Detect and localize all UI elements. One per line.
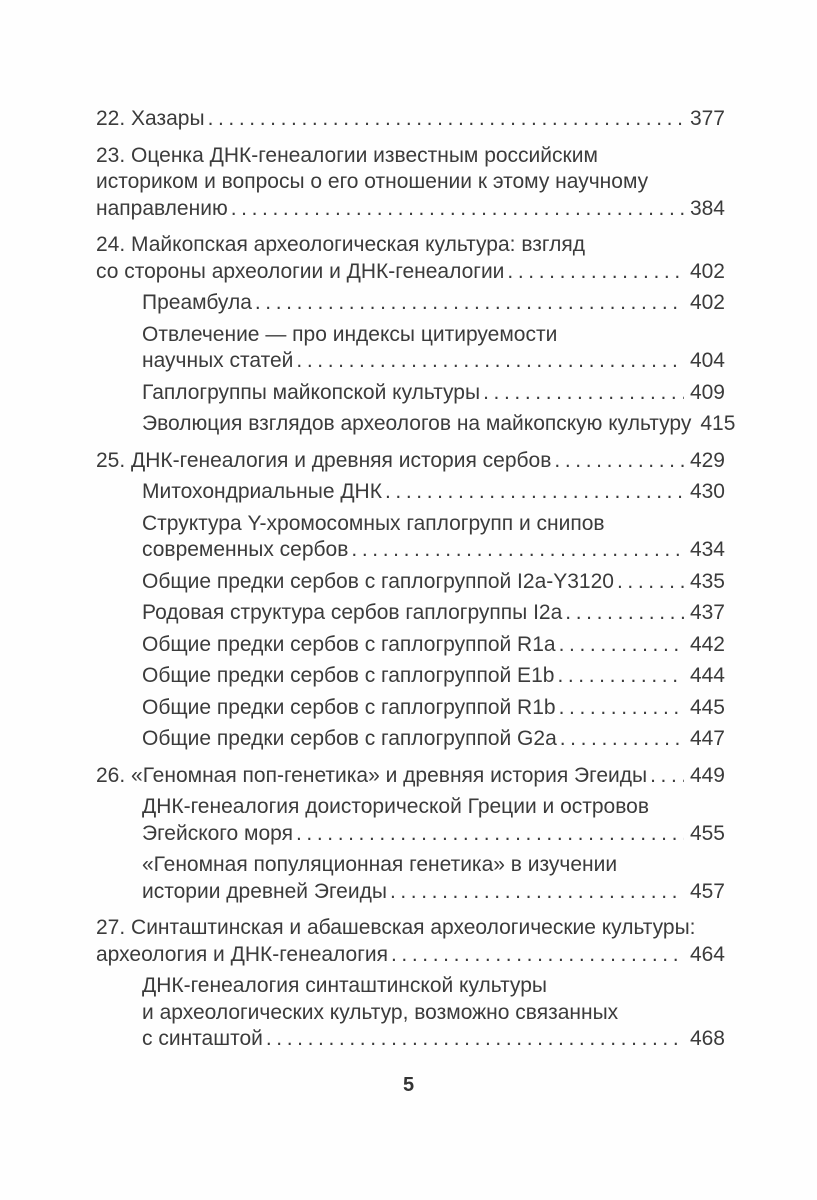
toc-page-ref: 434 — [689, 538, 725, 561]
toc-entry-last-line — [142, 821, 725, 848]
toc-page-ref: 415 — [700, 412, 736, 435]
toc-page-ref: 409 — [689, 380, 725, 404]
dot-leader — [266, 1026, 684, 1053]
toc-page-ref: 430 — [689, 480, 725, 503]
toc-sub-entry — [96, 600, 725, 627]
toc-page-ref: 468 — [689, 1027, 725, 1050]
toc-entry-last-line — [96, 448, 725, 475]
toc-entry-title: 25. ДНК-генеалогия и древняя история сербов — [96, 448, 552, 472]
dot-leader — [617, 569, 684, 596]
toc-sub-entry — [96, 726, 725, 753]
dot-leader — [296, 348, 684, 375]
toc-entry-line: 24. Майкопская археологическая культура: взгляд — [96, 233, 585, 256]
toc-entry-title: Эволюция взглядов археологов на майкопскую культуру — [142, 412, 692, 435]
toc-entry-title: научных статей — [142, 349, 294, 372]
toc-page-ref: 445 — [689, 695, 725, 719]
toc-entry-line: 23. Оценка ДНК-генеалогии известным российским — [96, 143, 598, 167]
dot-leader — [483, 380, 684, 407]
toc-entry-title: 22. Хазары — [96, 107, 205, 130]
toc-chapter-entry — [96, 915, 725, 968]
toc-sub-entry — [96, 322, 725, 375]
toc-sub-entry — [96, 973, 725, 1053]
toc-entry-line: ДНК-генеалогия доисторической Греции и островов — [142, 795, 649, 818]
toc-entry-line: Отвлечение — про индексы цитируемости — [142, 322, 558, 346]
toc-entry-title: Общие предки сербов с гаплогруппой R1a — [142, 632, 556, 656]
dot-leader — [255, 290, 684, 317]
toc-sub-entry — [96, 380, 725, 407]
toc-chapter-entry — [96, 232, 725, 285]
toc-entry-last-line — [142, 695, 725, 722]
toc-entry-line: Структура Y-хромосомных гаплогрупп и снипов — [142, 511, 605, 535]
dot-leader — [296, 821, 684, 848]
toc-sub-entry — [96, 663, 725, 690]
toc-entry-last-line — [142, 411, 736, 438]
toc-entry-title: истории древней Эгеиды — [142, 879, 387, 903]
toc-page-ref: 384 — [689, 196, 725, 220]
dot-leader — [507, 259, 684, 286]
toc-sub-entry — [96, 290, 725, 317]
toc-entry-last-line — [96, 106, 725, 133]
toc-page-ref: 449 — [689, 763, 725, 787]
toc-sub-entry — [96, 632, 725, 659]
toc-chapter-entry — [96, 106, 725, 133]
dot-leader — [559, 632, 684, 659]
toc-entry-last-line — [96, 196, 725, 223]
toc-page-ref: 457 — [689, 879, 725, 903]
toc-entry-last-line — [142, 290, 725, 317]
toc-entry-line: ДНК-генеалогия синташтинской культуры — [142, 974, 547, 997]
toc-page-ref: 442 — [689, 632, 725, 656]
toc-chapter-entry — [96, 763, 725, 790]
toc-entry-last-line — [96, 942, 725, 969]
toc-page-ref: 377 — [689, 107, 725, 130]
toc-entry-last-line — [142, 569, 725, 596]
toc-entry-title: Общие предки сербов с гаплогруппой I2a-Y3120 — [142, 569, 614, 593]
dot-leader — [650, 763, 684, 790]
toc-entry-title: со стороны археологии и ДНК-генеалогии — [96, 259, 505, 283]
dot-leader — [351, 537, 684, 564]
toc-entry-title: археология и ДНК-генеалогия — [96, 942, 388, 966]
toc-entry-last-line — [142, 632, 725, 659]
toc-entry-last-line — [142, 1026, 725, 1053]
toc-entry-title: Гаплогруппы майкопской культуры — [142, 380, 481, 404]
toc-entry-title: современных сербов — [142, 538, 349, 561]
toc-entry-line: и археологических культур, возможно связанных — [142, 1000, 619, 1024]
toc-entry-title: Общие предки сербов с гаплогруппой R1b — [142, 695, 556, 719]
toc-entry-title: Родовая структура сербов гаплогруппы I2a — [142, 601, 563, 624]
toc-page-ref: 402 — [689, 291, 725, 314]
toc-page-ref: 429 — [689, 448, 725, 472]
toc-page-ref: 437 — [689, 601, 725, 624]
toc-sub-entry — [96, 852, 725, 905]
toc-entry-line: «Геномная популяционная генетика» в изучении — [142, 853, 618, 876]
toc-page-ref: 402 — [689, 259, 725, 283]
toc-entry-last-line — [142, 600, 725, 627]
toc-entry-title: с синташтой — [142, 1027, 263, 1050]
toc-entry-title: направлению — [96, 196, 228, 220]
dot-leader — [559, 695, 684, 722]
toc-entry-title: Общие предки сербов с гаплогруппой G2a — [142, 727, 557, 750]
toc-chapter-entry — [96, 143, 725, 223]
dot-leader — [560, 726, 684, 753]
dot-leader — [390, 879, 684, 906]
toc-sub-entry — [96, 794, 725, 847]
dot-leader — [565, 600, 684, 627]
toc-chapter-entry — [96, 448, 725, 475]
toc-sub-entry — [96, 695, 725, 722]
toc-page-ref: 444 — [689, 664, 725, 687]
toc-page-ref: 447 — [689, 727, 725, 750]
toc-entry-title: 26. «Геномная поп-генетика» и древняя история Эгеиды — [96, 763, 648, 787]
toc-sub-entry — [96, 411, 736, 438]
dot-leader — [391, 942, 684, 969]
toc-entry-title: Общие предки сербов с гаплогруппой E1b — [142, 664, 555, 687]
toc-page-ref: 404 — [689, 349, 725, 372]
dot-leader — [231, 196, 684, 223]
toc-entry-last-line — [142, 726, 725, 753]
table-of-contents — [96, 106, 736, 1053]
toc-sub-entry — [96, 511, 725, 564]
dot-leader — [385, 479, 684, 506]
toc-page-ref: 455 — [689, 821, 725, 845]
toc-sub-entry — [96, 569, 725, 596]
dot-leader — [557, 663, 684, 690]
dot-leader — [554, 448, 684, 475]
toc-entry-last-line — [142, 479, 725, 506]
dot-leader — [208, 106, 684, 133]
toc-entry-line: 27. Синташтинская и абашевская археологические культуры: — [96, 916, 696, 939]
toc-entry-title: Митохондриальные ДНК — [142, 480, 382, 503]
toc-entry-last-line — [142, 537, 725, 564]
toc-page-ref: 435 — [689, 569, 725, 593]
toc-entry-last-line — [142, 380, 725, 407]
toc-entry-last-line — [142, 348, 725, 375]
page-number: 5 — [402, 1074, 415, 1096]
toc-entry-last-line — [142, 879, 725, 906]
toc-entry-last-line — [96, 259, 725, 286]
toc-sub-entry — [96, 479, 725, 506]
toc-entry-title: Преамбула — [142, 291, 252, 314]
toc-page-ref: 464 — [689, 942, 725, 966]
toc-entry-title: Эгейского моря — [142, 821, 293, 845]
toc-entry-last-line — [142, 663, 725, 690]
toc-entry-line: историком и вопросы о его отношении к этому научному — [96, 170, 649, 193]
toc-entry-last-line — [96, 763, 725, 790]
